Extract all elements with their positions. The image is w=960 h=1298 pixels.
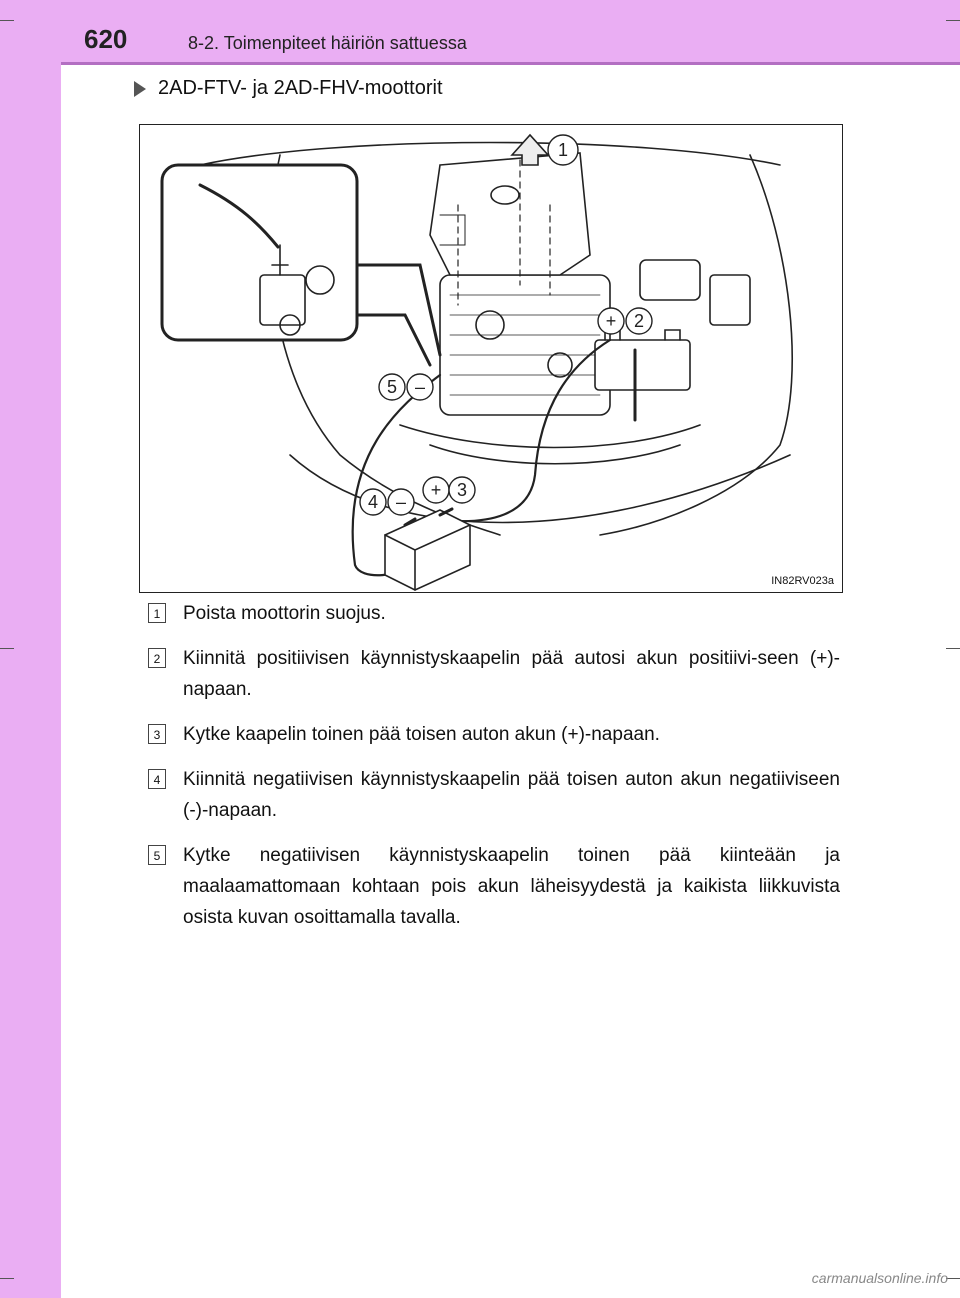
plus-sign-3: + [430,480,442,500]
callout-1: 1 [557,140,569,160]
booster-battery [385,510,470,590]
engine-illustration [140,125,842,592]
crop-mark [946,20,960,21]
step-text: Kiinnitä positiivisen käynnistyskaapelin pää autosi akun positiivi-seen (+)-napaan. [183,648,840,700]
minus-sign-5: – [414,377,426,397]
step-number: 1 [148,603,166,623]
minus-sign-4: – [395,492,407,512]
car-battery [595,340,690,390]
side-color-band [0,0,61,1298]
plus-sign-2: + [605,311,617,331]
step-item [140,598,840,629]
subheading-text: 2AD-FTV- ja 2AD-FHV-moottorit [158,77,443,99]
step-number: 3 [148,724,166,744]
engine-block [440,275,610,415]
callout-2: 2 [633,311,645,331]
step-text: Kytke negatiivisen käynnistyskaapelin toinen pää kiinteään ja maalaamattomaan kohtaan pois akun läheisyydestä ja kaikista liikkuvista osista kuvan osoittamalla tavalla. [183,845,840,928]
step-item [140,719,840,750]
engine-diagram [139,124,843,593]
step-number: 4 [148,769,166,789]
crop-mark [946,648,960,649]
crop-mark [0,1278,14,1279]
figure-code: IN82RV023a [771,575,834,587]
grille [400,425,700,448]
step-item [140,840,840,933]
step-number: 5 [148,845,166,865]
triangle-bullet-icon [134,81,146,97]
step-text: Poista moottorin suojus. [183,603,386,624]
crop-mark [0,648,14,649]
callout-5: 5 [386,377,398,397]
step-text: Kiinnitä negatiivisen käynnistyskaapelin pää toisen auton akun negatiiviseen (-)-napaan. [183,769,840,821]
callout-3: 3 [456,480,468,500]
crop-mark [0,20,14,21]
step-item [140,764,840,826]
subheading [134,77,443,100]
step-text: Kytke kaapelin toinen pää toisen auton akun (+)-napaan. [183,724,660,745]
steps-list [140,598,840,947]
callout-4: 4 [367,492,379,512]
crop-mark [946,1278,960,1279]
footer-watermark: carmanualsonline.info [811,1270,948,1286]
page-number: 620 [84,24,128,54]
step-item [140,643,840,705]
header-rule [61,62,960,65]
engine-cover [430,153,590,275]
section-title: 8-2. Toimenpiteet häiriön sattuessa [188,33,467,53]
step-number: 2 [148,648,166,668]
